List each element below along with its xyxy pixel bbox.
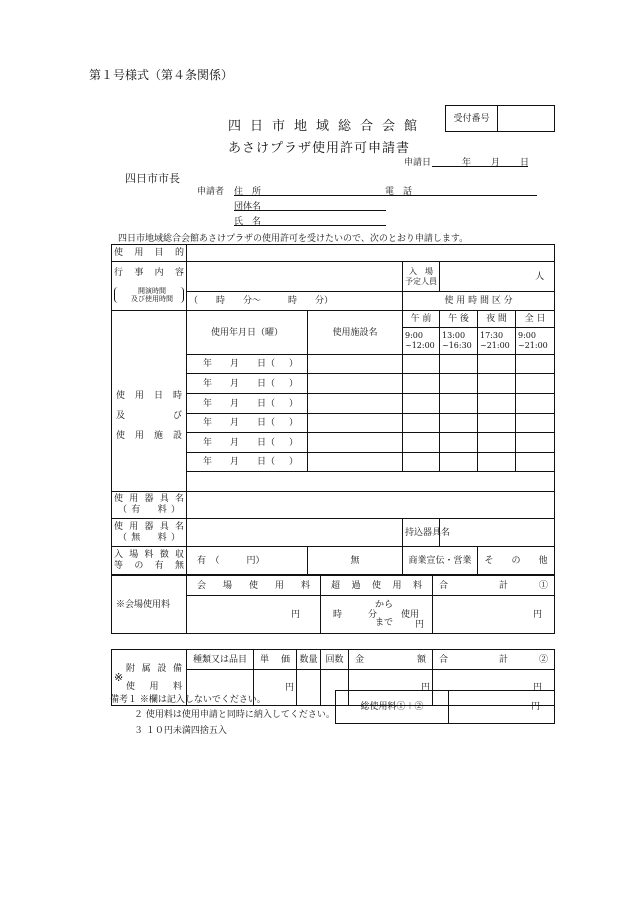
total-fee-field[interactable]: 円 [449, 691, 555, 724]
fee-other-option[interactable]: そ の 他 [478, 547, 555, 575]
total-fee-label: 総使用料①＋② [336, 691, 449, 724]
qty-header: 数量 [297, 650, 321, 670]
intro-text: 四日市地域総合会館あさけプラザの使用許可を受けたいので、次のとおり申請します。 [118, 234, 469, 244]
time-category-label: 使 用 時 間 区 分 [403, 292, 555, 311]
note-3: ３ １０円未満四捨五入 [134, 726, 227, 736]
facility-cell[interactable] [308, 355, 403, 374]
event-time-field[interactable]: （ 時 分〜 時 分） [187, 292, 403, 311]
date-row[interactable]: 年 月 日（ ） [187, 374, 308, 394]
date-row[interactable]: 年 月 日（ ） [187, 453, 308, 472]
date-year: 年 [462, 158, 472, 168]
date-underline[interactable] [432, 156, 528, 167]
hall-fee-field[interactable]: 円 [187, 596, 321, 634]
group-label: 団体名 [234, 202, 262, 212]
equip-free-field[interactable] [187, 519, 403, 547]
title-form: あさけプラザ使用許可申請書 [228, 141, 411, 156]
date-label: 申請日 [404, 158, 432, 168]
date-row[interactable]: 年 月 日（ ） [187, 433, 308, 453]
bring-field[interactable] [440, 519, 555, 547]
period-allday: 全 日 [516, 311, 555, 328]
qty-field[interactable] [297, 670, 321, 706]
amount-field[interactable]: 円 [349, 670, 433, 706]
excess-fee-field[interactable]: 時 分 から まで 使用 円 [321, 596, 433, 634]
name-underline[interactable] [234, 215, 386, 226]
note-1: 備考１ ※欄は記入しないでください。 [110, 695, 266, 705]
date-row[interactable]: 年 月 日（ ） [187, 355, 308, 374]
total-fee-box [335, 690, 555, 724]
address-label: 住 所 [234, 187, 262, 197]
equip-paid-label-1: 使用器具名 [114, 494, 184, 504]
equipment-label-1: 附属設備 [126, 663, 182, 674]
group-underline[interactable] [234, 200, 386, 211]
total1-field[interactable]: 円 [433, 596, 555, 634]
facility-cell[interactable] [308, 394, 403, 414]
usage-label-3: 使用施設 [116, 431, 182, 441]
note-2: ２ 使用料は使用申請と同時に納入してください。 [134, 710, 335, 720]
total2-header: 合 計 ② [433, 650, 555, 670]
purpose-field[interactable] [187, 245, 555, 262]
fee-no-option[interactable]: 無 [308, 547, 403, 575]
unit-price-header: 単 価 [254, 650, 297, 670]
attendance-label-1: 入 場 [409, 266, 433, 276]
amount-header: 金 額 [349, 650, 433, 670]
facility-header: 使用施設名 [308, 311, 403, 355]
fee-label-1: 入場料徴収 [114, 549, 184, 560]
count-header: 回数 [321, 650, 349, 670]
date-header: 使用年月日（曜） [187, 311, 308, 355]
period-morning: 午 前 [403, 311, 440, 328]
kind-header: 種類又は品目 [187, 650, 254, 670]
equip-free-label-2: （無 料） [118, 532, 180, 543]
hall-fee-row-label: ※会場使用料 [112, 576, 187, 634]
applicant-label: 申請者 [197, 187, 225, 197]
usage-label-2: 及び [116, 411, 182, 421]
facility-cell[interactable] [308, 374, 403, 394]
fee-yes-option[interactable]: 有 （ 円） [187, 547, 308, 575]
date-day: 日 [520, 158, 530, 168]
period-afternoon: 午 後 [440, 311, 478, 328]
fee-table [111, 575, 555, 706]
addressee: 四日市市長 [125, 172, 180, 185]
usage-label-1: 使用日時 [116, 391, 182, 401]
date-month: 月 [491, 158, 501, 168]
fee-label-2: 等の有無 [114, 560, 184, 571]
unit-price-field[interactable]: 円 [254, 670, 297, 706]
total2-field[interactable]: 円 [433, 670, 555, 706]
attendance-field[interactable]: 人 [440, 262, 555, 292]
facility-cell[interactable] [308, 414, 403, 433]
total1-header: 合 計 ① [433, 576, 555, 596]
facility-cell[interactable] [308, 433, 403, 453]
receipt-value-field[interactable] [498, 106, 555, 132]
title-venue: 四日市地域総合会館 [228, 119, 427, 134]
date-row[interactable]: 年 月 日（ ） [187, 414, 308, 433]
equip-free-label-1: 使用器具名 [114, 521, 184, 532]
receipt-label: 受付番号 [446, 106, 498, 132]
equip-paid-field[interactable] [187, 492, 555, 519]
equipment-label-2: 使用料 [126, 681, 182, 692]
facility-cell[interactable] [308, 453, 403, 472]
date-row[interactable]: 年 月 日（ ） [187, 394, 308, 414]
period-night: 夜 間 [478, 311, 516, 328]
phone-label: 電 話 [385, 187, 413, 197]
name-label: 氏 名 [234, 217, 262, 227]
event-content-field[interactable] [187, 262, 403, 292]
purpose-label: 使用目的 [114, 248, 184, 258]
usage-table: 使用目的 行事内容 開演時間 及び使用時間 入 場 予定人員 人 （ 時 分〜 時 分） 使 用 時 間 区 分 使用日時 及び 使用施設 使用年月日（曜） 使用施設名 午 前 午 後 夜 間 全 日 9:00 ~12:00 13:00 ~16:30 17:30 ~21:00 9:00 ~21:00 年 月 日（ ） 年 月 日（ ） 年 月 日（ ） 年 月 日（ ） 年 月 日（ ） 年 月 日（ ） 使用器具名 （有 料） 使用器具名 （無 料） 持込器具名 入場料徴収 等の有無 有 （ 円） 無 商業宣伝・営業 そ の 他 [111, 244, 555, 575]
equip-paid-label-2: （有 料） [118, 505, 180, 515]
equipment-mark: ※ [114, 671, 124, 684]
event-label: 行事内容 [114, 268, 184, 278]
form-number: 第１号様式（第４条関係） [89, 68, 234, 82]
fee-commercial-option[interactable]: 商業宣伝・営業 [403, 547, 478, 575]
hall-fee-header: 会場使用料 [187, 576, 321, 596]
bring-label: 持込器具名 [403, 519, 440, 547]
attendance-label-2: 予定人員 [405, 276, 437, 286]
receipt-number-box [445, 105, 555, 132]
event-note: 開演時間 及び使用時間 [114, 287, 184, 303]
excess-fee-header: 超過使用料 [321, 576, 433, 596]
